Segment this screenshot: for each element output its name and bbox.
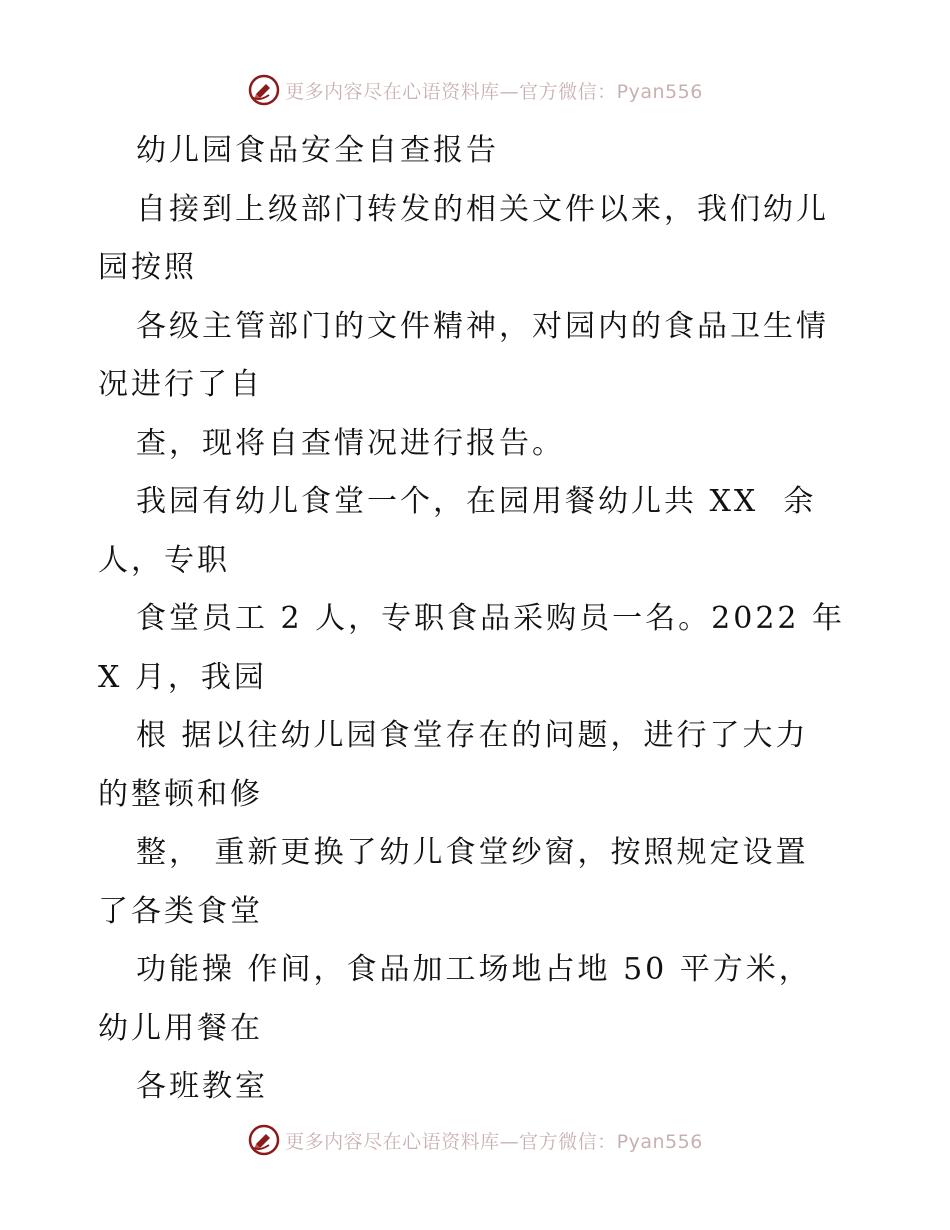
paragraph-line: 的整顿和修 — [98, 776, 263, 812]
header-banner-text: 更多内容尽在心语资料库—官方微信：Pyan556 — [285, 80, 703, 103]
paragraph-line: 功能操 作间，食品加工场地占地 50 平方米， — [136, 952, 812, 987]
paragraph-line: 各班教室 — [136, 1069, 268, 1104]
paragraph-line: 整， 重新更换了幼儿食堂纱窗，按照规定设置 — [136, 835, 809, 870]
paragraph-line: 根 据以往幼儿园食堂存在的问题，进行了大力 — [136, 718, 809, 753]
footer-banner-text: 更多内容尽在心语资料库—官方微信：Pyan556 — [285, 1130, 703, 1153]
document-title: 幼儿园食品安全自查报告 — [136, 133, 499, 168]
book-pen-logo-icon — [247, 1123, 281, 1157]
paragraph-line: X 月，我园 — [98, 659, 267, 695]
paragraph-line: 幼儿用餐在 — [98, 1010, 263, 1046]
paragraph-line: 人，专职 — [98, 542, 230, 578]
footer-banner — [0, 1120, 950, 1160]
header-banner — [0, 70, 950, 110]
paragraph-line: 各级主管部门的文件精神，对园内的食品卫生情 — [136, 308, 829, 344]
book-pen-logo-icon — [247, 73, 281, 107]
paragraph-line: 食堂员工 2 人，专职食品采购员一名。2022 年 — [136, 601, 846, 636]
paragraph-line: 查，现将自查情况进行报告。 — [136, 425, 565, 461]
paragraph-line: 况进行了自 — [98, 367, 263, 402]
paragraph-line: 了各类食堂 — [98, 893, 263, 929]
paragraph-line: 园按照 — [98, 250, 197, 285]
paragraph-line: 我园有幼儿食堂一个，在园用餐幼儿共 XX 余 — [136, 484, 817, 519]
paragraph-line: 自接到上级部门转发的相关文件以来，我们幼儿 — [136, 191, 829, 227]
document-body — [98, 122, 858, 1117]
